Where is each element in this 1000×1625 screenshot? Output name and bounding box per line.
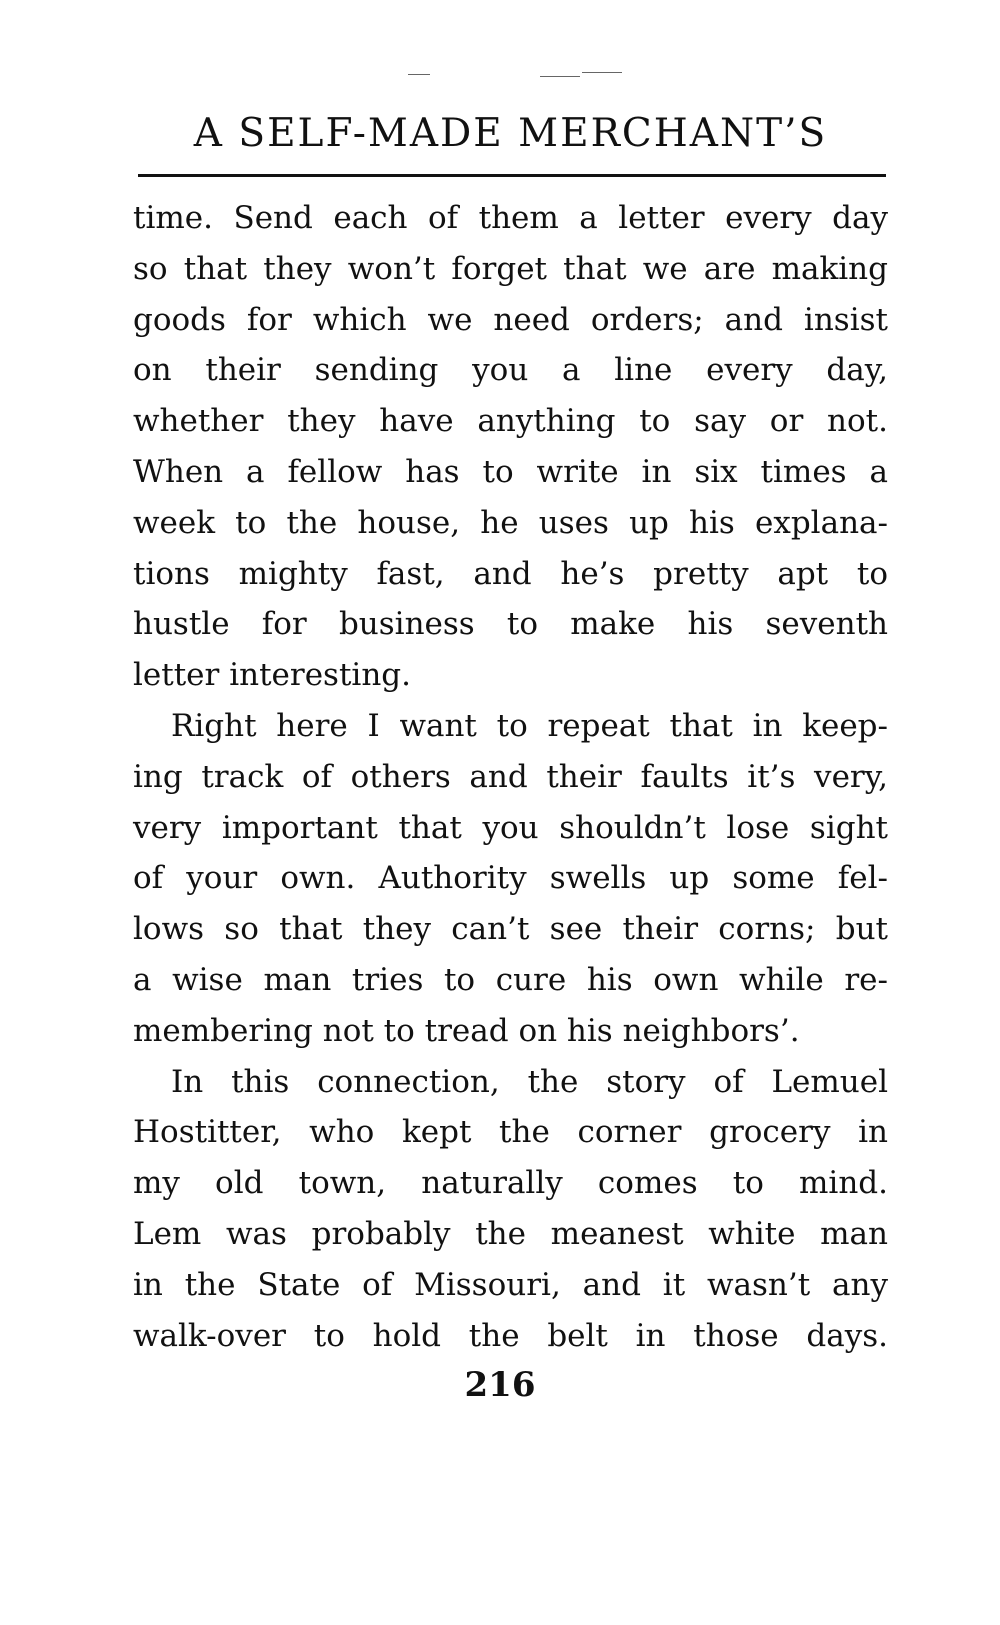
text-line: Lem was probably the meanest white man <box>133 1215 888 1252</box>
text-line: In this connection, the story of Lemuel <box>171 1063 888 1100</box>
text-line: membering not to tread on his neighbors’. <box>133 1012 800 1049</box>
text-line: Hostitter, who kept the corner grocery in <box>133 1114 888 1151</box>
text-line: so that they won’t forget that we are making <box>133 250 888 287</box>
print-speck <box>582 72 622 73</box>
text-line: on their sending you a line every day, <box>133 352 888 389</box>
body-text <box>133 193 888 1361</box>
text-line: tions mighty fast, and he’s pretty apt to <box>133 555 888 592</box>
text-line: of your own. Authority swells up some fel- <box>133 860 888 897</box>
print-speck <box>408 74 430 75</box>
text-line: very important that you shouldn’t lose sight <box>133 809 888 846</box>
text-line: goods for which we need orders; and insist <box>133 301 888 338</box>
text-line: letter interesting. <box>133 657 411 694</box>
text-line: lows so that they can’t see their corns; but <box>133 911 888 948</box>
text-line: time. Send each of them a letter every day <box>133 200 888 236</box>
text-line: hustle for business to make his seventh <box>133 606 888 643</box>
text-line: a wise man tries to cure his own while re- <box>133 961 888 998</box>
text-line: whether they have anything to say or not. <box>133 403 888 440</box>
text-line: ing track of others and their faults it’s very, <box>133 758 888 795</box>
text-line: in the State of Missouri, and it wasn’t any <box>133 1266 888 1303</box>
header-rule <box>138 174 886 177</box>
text-line: When a fellow has to write in six times a <box>133 453 888 490</box>
text-line: Right here I want to repeat that in keep- <box>171 707 888 744</box>
running-head: A SELF-MADE MERCHANT’S <box>193 111 828 156</box>
text-line: week to the house, he uses up his explana- <box>133 504 888 541</box>
text-line: my old town, naturally comes to mind. <box>133 1165 888 1202</box>
text-line: walk-over to hold the belt in those days. <box>133 1317 888 1354</box>
print-speck <box>540 76 580 77</box>
page-number: 216 <box>464 1365 536 1405</box>
